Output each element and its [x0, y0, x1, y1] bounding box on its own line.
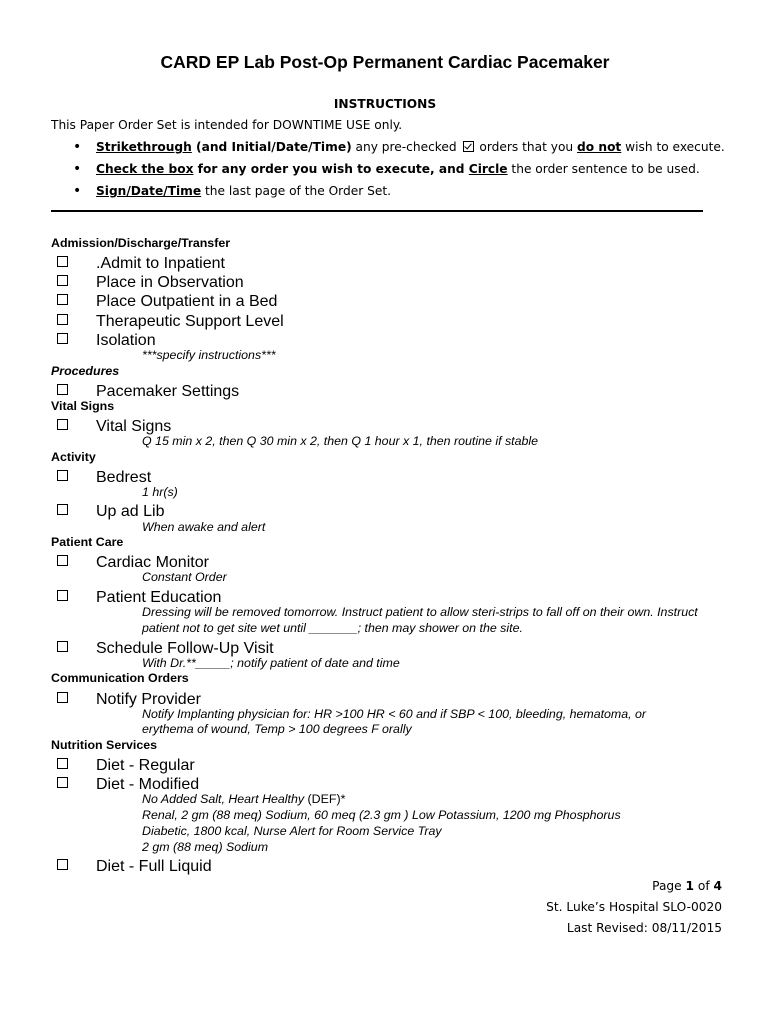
order-checkbox[interactable]: [57, 555, 68, 566]
instructions-intro: This Paper Order Set is intended for DOWNTIME USE only.: [51, 118, 403, 132]
up-ad-lib-detail: When awake and alert: [142, 520, 266, 534]
footer-revised: Last Revised: 08/11/2015: [566, 921, 722, 935]
bullet-dot: •: [73, 161, 82, 177]
order-checkbox[interactable]: [57, 641, 68, 652]
diet-modified-detail-line3: Diabetic, 1800 kcal, Nurse Alert for Room Service Tray: [142, 824, 442, 838]
document-title: CARD EP Lab Post-Op Permanent Cardiac Pacemaker: [160, 52, 610, 72]
bullet-dot: •: [73, 183, 82, 199]
section-heading-admission: Admission/Discharge/Transfer: [51, 236, 231, 250]
order-checkbox[interactable]: [57, 419, 68, 430]
notify-provider-detail-line1: Notify Implanting physician for: HR >100 HR < 60 and if SBP < 100, bleeding, hematoma, or: [142, 707, 647, 721]
vital-signs-detail: Q 15 min x 2, then Q 30 min x 2, then Q 1 hour x 1, then routine if stable: [142, 434, 539, 448]
cardiac-monitor-detail: Constant Order: [142, 570, 227, 584]
checked-box-icon: [463, 141, 474, 152]
order-checkbox[interactable]: [57, 777, 68, 788]
section-heading-patient-care: Patient Care: [51, 535, 124, 549]
isolation-detail: ***specify instructions***: [142, 348, 276, 362]
order-checkbox[interactable]: [57, 333, 68, 344]
bedrest-detail: 1 hr(s): [142, 485, 178, 499]
order-checkbox[interactable]: [57, 692, 68, 703]
diet-modified-detail-line1: No Added Salt, Heart Healthy (DEF)*: [142, 792, 346, 806]
section-heading-communication: Communication Orders: [51, 671, 189, 685]
follow-up-detail: With Dr.**_____; notify patient of date and time: [142, 656, 400, 670]
order-checkbox[interactable]: [57, 859, 68, 870]
patient-education-detail-line2: patient not to get site wet until _______; then may shower on the site.: [142, 621, 523, 635]
footer-hospital: St. Luke’s Hospital SLO-0020: [546, 900, 722, 914]
section-heading-procedures: Procedures: [51, 364, 120, 378]
order-checkbox[interactable]: [57, 590, 68, 601]
page-number: Page 1 of 4: [652, 879, 722, 893]
patient-education-detail-line1: Dressing will be removed tomorrow. Instruct patient to allow steri-strips to fall off on their own. Instruct: [142, 605, 698, 619]
order-checkbox[interactable]: [57, 758, 68, 769]
instruction-text: Check the box for any order you wish to execute, and Circle the order sentence to be used.: [96, 162, 700, 176]
order-checkbox[interactable]: [57, 294, 68, 305]
diet-modified-detail-line2: Renal, 2 gm (88 meq) Sodium, 60 meq (2.3 gm ) Low Potassium, 1200 mg Phosphorus: [142, 808, 621, 822]
order-checkbox[interactable]: [57, 275, 68, 286]
section-heading-activity: Activity: [51, 450, 96, 464]
section-heading-nutrition: Nutrition Services: [51, 738, 158, 752]
divider-rule: [51, 210, 703, 212]
bullet-dot: •: [73, 139, 82, 155]
order-checkbox[interactable]: [57, 504, 68, 515]
diet-modified-detail-line4: 2 gm (88 meq) Sodium: [142, 840, 269, 854]
instruction-text: Sign/Date/Time the last page of the Order Set.: [96, 184, 391, 198]
order-checkbox[interactable]: [57, 314, 68, 325]
order-checkbox[interactable]: [57, 256, 68, 267]
notify-provider-detail-line2: erythema of wound, Temp > 100 degrees F orally: [142, 722, 412, 736]
section-heading-vitals: Vital Signs: [51, 399, 115, 413]
instructions-heading: INSTRUCTIONS: [333, 97, 437, 111]
order-checkbox[interactable]: [57, 470, 68, 481]
order-checkbox[interactable]: [57, 384, 68, 395]
instruction-text: Strikethrough (and Initial/Date/Time) any pre-checked orders that you do not wish to execute.: [96, 140, 725, 154]
